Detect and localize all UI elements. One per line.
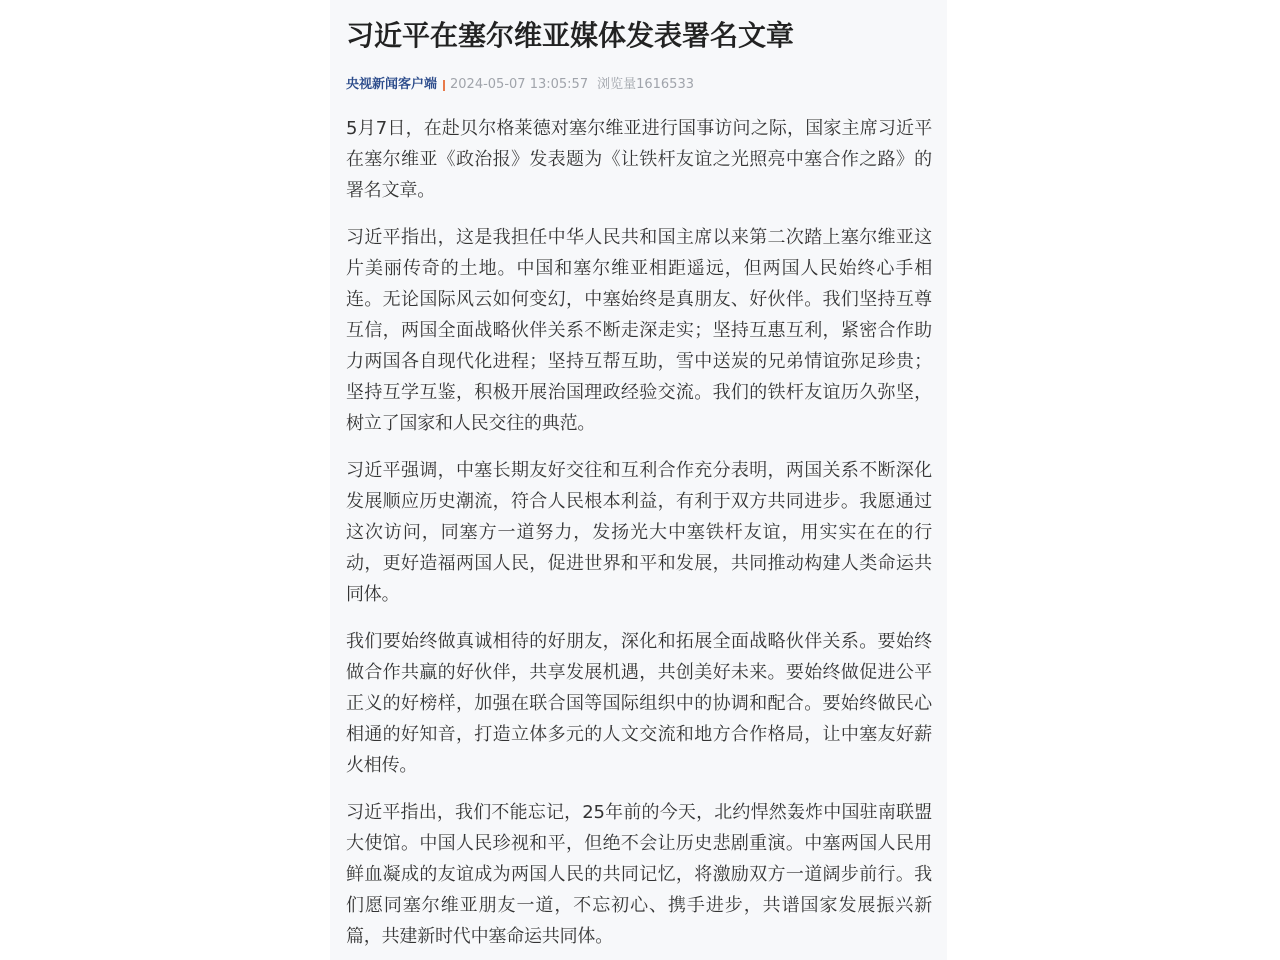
article-paragraph: 习近平强调，中塞长期友好交往和互利合作充分表明，两国关系不断深化发展顺应历史潮流，符合人民根本利益，有利于双方共同进步。我愿通过这次访问，同塞方一道努力，发扬光大中塞铁杆友谊，用实实在在的行动，更好造福两国人民，促进世界和平和发展，共同推动构建人类命运共同体。 (346, 460, 932, 605)
article-body (346, 113, 932, 952)
article-paragraph: 习近平指出，我们不能忘记，25年前的今天，北约悍然轰炸中国驻南联盟大使馆。中国人民珍视和平，但绝不会让历史悲剧重演。中塞两国人民用鲜血凝成的友谊成为两国人民的共同记忆，将激励双方一道阔步前行。我们愿同塞尔维亚朋友一道，不忘初心、携手进步，共谱国家发展振兴新篇，共建新时代中塞命运共同体。 (346, 802, 932, 947)
meta-divider (443, 80, 445, 91)
article-paragraph: 我们要始终做真诚相待的好朋友，深化和拓展全面战略伙伴关系。要始终做合作共赢的好伙伴，共享发展机遇，共创美好未来。要始终做促进公平正义的好榜样，加强在联合国等国际组织中的协调和配合。要始终做民心相通的好知音，打造立体多元的人文交流和地方合作格局，让中塞友好薪火相传。 (346, 631, 932, 776)
view-count: 浏览量1616533 (597, 77, 694, 92)
article-meta (346, 75, 932, 95)
publish-date: 2024-05-07 13:05:57 (450, 77, 589, 92)
article-paragraph: 5月7日，在赴贝尔格莱德对塞尔维亚进行国事访问之际，国家主席习近平在塞尔维亚《政治报》发表题为《让铁杆友谊之光照亮中塞合作之路》的署名文章。 (346, 118, 932, 201)
source-link[interactable]: 央视新闻客户端 (346, 77, 438, 92)
article-paragraph: 习近平指出，这是我担任中华人民共和国主席以来第二次踏上塞尔维亚这片美丽传奇的土地。中国和塞尔维亚相距遥远，但两国人民始终心手相连。无论国际风云如何变幻，中塞始终是真朋友、好伙伴。我们坚持互尊互信，两国全面战略伙伴关系不断走深走实；坚持互惠互利，紧密合作助力两国各自现代化进程；坚持互帮互助，雪中送炭的兄弟情谊弥足珍贵；坚持互学互鉴，积极开展治国理政经验交流。我们的铁杆友谊历久弥坚，树立了国家和人民交往的典范。 (346, 227, 932, 434)
article-title: 习近平在塞尔维亚媒体发表署名文章 (346, 19, 795, 52)
article-page (330, 0, 947, 960)
article-content (346, 0, 932, 960)
